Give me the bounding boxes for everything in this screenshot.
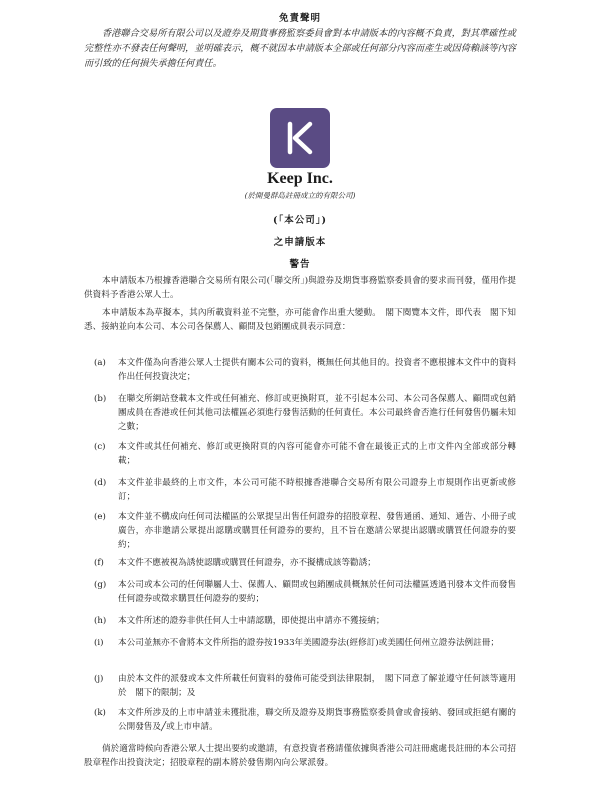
company-incorporation: (於開曼群島註冊成立的有限公司) bbox=[244, 191, 356, 200]
warning-title: 警告 bbox=[289, 259, 311, 270]
intro-paragraph: 本申請版本乃根據香港聯合交易所有限公司(「聯交所」)與證券及期貨事務監察委員會的要求而刊發，僅用作提供資料予香港公眾人士。 bbox=[84, 276, 516, 300]
list-item bbox=[94, 556, 516, 570]
document-title: 之申請版本 bbox=[273, 237, 327, 248]
disclaimer-text: 香港聯合交易所有限公司以及證券及期貨事務監察委員會對本申請版本的內容概不負責，對其準確性或完整性亦不發表任何聲明，並明確表示，概不就因本申請版本全部或任何部分內容而產生或因倚賴該等內容而引致的任何損失承擔任何責任。 bbox=[84, 28, 516, 69]
list-item bbox=[94, 636, 516, 650]
list-item-label: (k) bbox=[94, 708, 106, 718]
list-item bbox=[94, 672, 516, 700]
closing-paragraph: 倘於適當時候向香港公眾人士提出要約或邀請，有意投資者務請僅依據與香港公司註冊處處長註冊的本公司招股章程作出投資決定；招股章程的副本將於發售期內向公眾派發。 bbox=[84, 744, 516, 768]
company-alias: (「本公司」) bbox=[273, 215, 327, 226]
list-item bbox=[94, 392, 516, 434]
keep-k-icon bbox=[270, 108, 330, 168]
list-item-label: (f) bbox=[94, 558, 104, 568]
list-item-text: 本文件並非最終的上市文件，本公司可能不時根據香港聯合交易所有限公司證券上市規則作出更新或修訂； bbox=[118, 478, 516, 502]
list-item-label: (h) bbox=[94, 616, 107, 626]
list-item bbox=[94, 578, 516, 606]
list-item bbox=[94, 476, 516, 504]
list-item-text: 本文件或其任何補充、修訂或更換附頁的內容可能會亦可能不會在最後正式的上市文件內全部或部分轉載； bbox=[118, 442, 516, 466]
list-item-text: 本文件所述的證券非供任何人士申請認購，即使提出申請亦不獲接納； bbox=[118, 616, 385, 626]
list-item bbox=[94, 614, 516, 628]
list-item-label: (b) bbox=[94, 394, 107, 404]
keep-logo bbox=[270, 108, 330, 168]
list-item-text: 在聯交所網站登載本文件或任何補充、修訂或更換附頁，並不引起本公司、本公司各保薦人、顧問或包銷團成員在香港或任何其他司法權區必須進行發售活動的任何責任。本公司最終會否進行任何發售仍屬未知之數； bbox=[118, 394, 516, 432]
list-item-text: 由於本文件的派發或本文件所載任何資料的發佈可能受到法律限制， 閣下同意了解並遵守任何該等適用於 閣下的限制；及 bbox=[118, 674, 516, 698]
list-item-label: (a) bbox=[94, 358, 106, 368]
list-item-text: 本公司或本公司的任何聯屬人士、保薦人、顧問或包銷團成員概無於任何司法權區透過刊發本文件而發售任何證券或徵求購買任何證券的要約； bbox=[118, 580, 516, 604]
list-item-label: (e) bbox=[94, 512, 106, 522]
list-item-text: 本文件不應被視為誘使認購或購買任何證券，亦不擬構成該等勸誘； bbox=[118, 558, 376, 568]
list-item-text: 本文件僅為向香港公眾人士提供有關本公司的資料，概無任何其他目的。投資者不應根據本文件中的資料作出任何投資決定； bbox=[118, 358, 516, 382]
list-item-label: (d) bbox=[94, 478, 107, 488]
intro-paragraph: 本申請版本為草擬本，其內所載資料並不完整，亦可能會作出重大變動。 閣下閱覽本文件，即代表 閣下知悉、接納並向本公司、本公司各保薦人、顧問及包銷團成員表示同意： bbox=[84, 308, 516, 332]
list-item bbox=[94, 706, 516, 734]
list-item-label: (i) bbox=[94, 638, 104, 648]
list-item bbox=[94, 510, 516, 552]
company-name: Keep Inc. bbox=[267, 170, 333, 187]
list-item-label: (g) bbox=[94, 580, 107, 590]
list-item bbox=[94, 356, 516, 384]
list-item bbox=[94, 440, 516, 468]
list-item-text: 本公司並無亦不會將本文件所指的證券按1933年美國證券法(經修訂)或美國任何州立證券法例註冊； bbox=[118, 638, 499, 648]
disclaimer-title: 免責聲明 bbox=[278, 13, 321, 24]
list-item-text: 本文件所涉及的上市申請並未獲批准，聯交所及證券及期貨事務監察委員會或會接納、發回或拒絕有關的公開發售及╱或上市申請。 bbox=[118, 708, 516, 732]
list-item-label: (j) bbox=[94, 674, 104, 684]
list-item-label: (c) bbox=[94, 442, 106, 452]
list-item-text: 本文件並不構成向任何司法權區的公眾提呈出售任何證券的招股章程、發售通函、通知、通告、小冊子或廣告，亦非邀請公眾提出認購或購買任何證券的要約，且不旨在邀請公眾提出認購或購買任何證券的要約； bbox=[118, 512, 516, 550]
